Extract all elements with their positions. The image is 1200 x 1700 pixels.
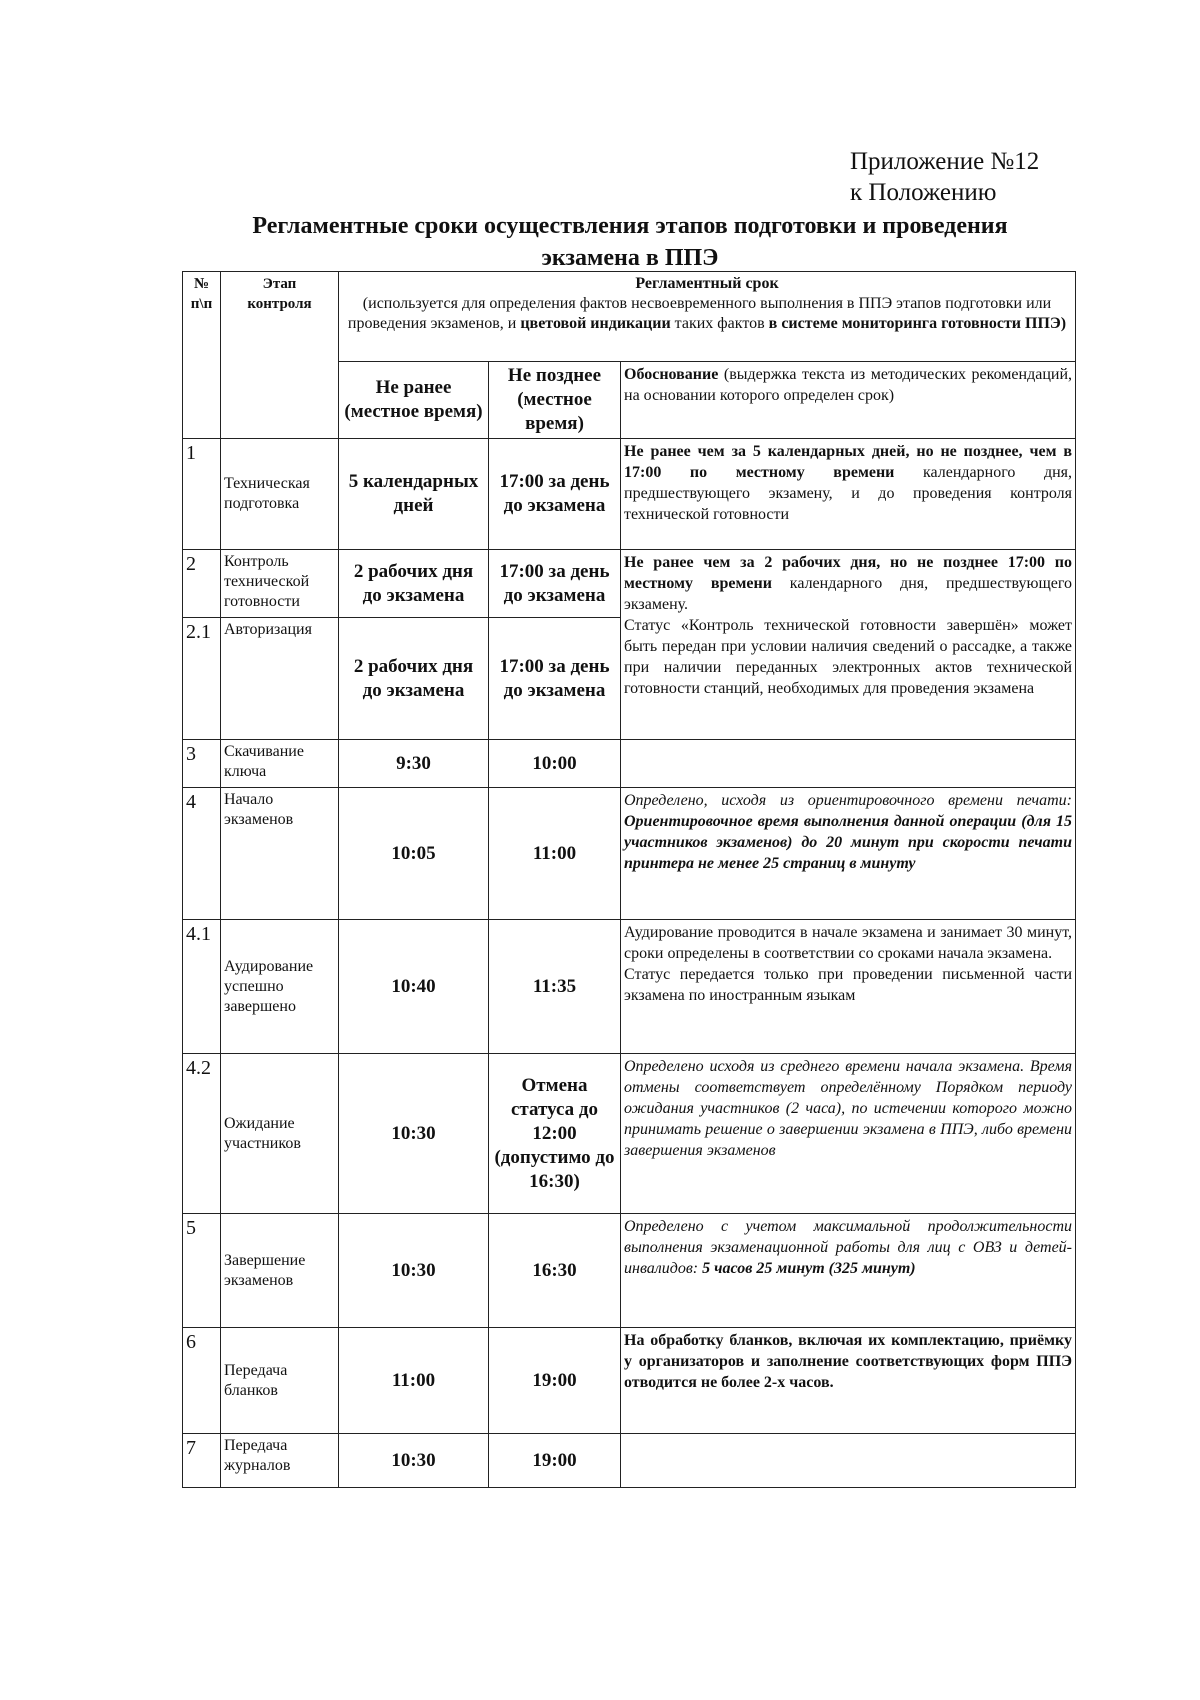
row-stage: Передача бланков <box>221 1328 339 1434</box>
row-stage: Завершение экзаменов <box>221 1214 339 1328</box>
row-num: 5 <box>183 1214 221 1328</box>
row-num: 1 <box>183 439 221 550</box>
header-term-title: Регламентный срок <box>635 275 779 292</box>
table-row <box>183 1328 1076 1434</box>
header-basis-text: (выдержка текста из методических рекомендаций, на основании которого определен срок) <box>624 366 1073 404</box>
row-not-after: 17:00 за день до экзамена <box>489 618 621 740</box>
row-note-block-1 <box>624 552 1072 615</box>
title-line-2: экзамена в ППЭ <box>541 245 719 271</box>
row-not-before: 5 календарных дней <box>339 439 489 550</box>
row-note-text: календарного дня, предшествующего экзамену. <box>624 575 1073 613</box>
row-note-italic: Определено, исходя из ориентировочного времени печати: <box>624 792 1073 809</box>
row-note-text-2: Статус передается только при проведении письменной части экзамена по иностранным языкам <box>624 966 1073 1004</box>
row-num: 4.2 <box>183 1054 221 1214</box>
document-title <box>170 210 1090 274</box>
header-stage-cell <box>221 272 339 439</box>
header-num-cell <box>183 272 221 439</box>
header-not-after: Не позднее (местное время) <box>489 362 621 439</box>
row-note: Определено исходя из среднего времени начала экзамена. Время отмены соответствует определённому Порядком периоду ожидания участников (2 часа), по истечении которого можно принимать решение о завершении экзамена в ППЭ, либо времени завершения экзаменов <box>621 1054 1076 1214</box>
row-note-bold-italic: Ориентировочное время выполнения данной операции (для 15 участников экзаменов) до 20 минут при скорости печати принтера не менее 25 страниц в минуту <box>624 813 1073 872</box>
row-note <box>621 920 1076 1054</box>
row-not-before: 9:30 <box>339 740 489 788</box>
row-num: 3 <box>183 740 221 788</box>
annex-line-1: Приложение №12 <box>850 148 1040 175</box>
header-stage-line-2: контроля <box>247 296 312 312</box>
row-not-after: 11:35 <box>489 920 621 1054</box>
row-note <box>621 439 1076 550</box>
row-num: 4.1 <box>183 920 221 1054</box>
row-num: 7 <box>183 1434 221 1488</box>
row-stage: Скачивание ключа <box>221 740 339 788</box>
row-stage: Аудирование успешно завершено <box>221 920 339 1054</box>
table-row <box>183 1054 1076 1214</box>
table-row <box>183 1214 1076 1328</box>
row-note-empty <box>621 1434 1076 1488</box>
row-not-after: 16:30 <box>489 1214 621 1328</box>
annex-label <box>850 146 1039 208</box>
row-not-after: 17:00 за день до экзамена <box>489 439 621 550</box>
header-stage-line-1: Этап <box>262 276 297 292</box>
header-term-desc-3: таких фактов <box>674 315 765 332</box>
row-stage: Передача журналов <box>221 1434 339 1488</box>
header-term-cell <box>339 272 1076 362</box>
header-num-line-2: п\п <box>190 296 213 312</box>
header-term-desc-4: в системе мониторинга готовности ППЭ) <box>768 315 1067 332</box>
header-basis <box>621 362 1076 439</box>
row-not-after: 19:00 <box>489 1434 621 1488</box>
table-row <box>183 1434 1076 1488</box>
row-stage: Начало экзаменов <box>221 788 339 920</box>
row-num: 4 <box>183 788 221 920</box>
row-note-text: Аудирование проводится в начале экзамена и занимает 30 минут, сроки определены в соответствии со сроками начала экзамена. <box>624 924 1073 962</box>
row-stage: Ожидание участников <box>221 1054 339 1214</box>
row-note-text-2: Статус «Контроль технической готовности завершён» может быть передан при условии наличия сведений о рассадке, а также при наличии переданных электронных актов технической готовности станций, необходимых для проведения экзамена <box>624 617 1073 697</box>
row-note <box>621 1214 1076 1328</box>
row-num: 6 <box>183 1328 221 1434</box>
row-note <box>621 788 1076 920</box>
table-header-row <box>183 272 1076 362</box>
row-not-before: 10:30 <box>339 1214 489 1328</box>
table-row <box>183 740 1076 788</box>
header-num-line-1: № <box>193 276 210 292</box>
header-term-desc <box>342 294 1072 334</box>
row-num: 2 <box>183 550 221 618</box>
row-stage: Техническая подготовка <box>221 439 339 550</box>
row-num: 2.1 <box>183 618 221 740</box>
row-note-bold: Не ранее чем за 5 календарных дней, но не позднее, чем в 17:00 по местному времени <box>624 443 1073 481</box>
row-not-before: 10:30 <box>339 1054 489 1214</box>
row-note-bold-italic: 5 часов 25 минут (325 минут) <box>702 1260 916 1277</box>
row-note: На обработку бланков, включая их комплектацию, приёмку у организаторов и заполнение соответствующих форм ППЭ отводится не более 2-х часов. <box>621 1328 1076 1434</box>
row-stage: Авторизация <box>221 618 339 740</box>
table-row <box>183 788 1076 920</box>
row-not-after: 10:00 <box>489 740 621 788</box>
table-row <box>183 439 1076 550</box>
row-not-before: 10:30 <box>339 1434 489 1488</box>
table-row <box>183 920 1076 1054</box>
row-note-text: календарного дня, предшествующего экзамену, и до проведения контроля технической готовности <box>624 464 1073 523</box>
row-not-after: 11:00 <box>489 788 621 920</box>
table-row <box>183 550 1076 618</box>
row-not-after: Отмена статуса до 12:00 (допустимо до 16:30) <box>489 1054 621 1214</box>
row-not-before: 11:00 <box>339 1328 489 1434</box>
row-not-before: 2 рабочих дня до экзамена <box>339 550 489 618</box>
title-line-1: Регламентные сроки осуществления этапов подготовки и проведения <box>252 213 1008 239</box>
row-note <box>621 550 1076 740</box>
row-note-empty <box>621 740 1076 788</box>
row-note-bold: Не ранее чем за 2 рабочих дня, но не позднее 17:00 по местному времени <box>624 554 1073 592</box>
row-stage: Контроль технической готовности <box>221 550 339 618</box>
header-term-desc-1: (используется для определения фактов несвоевременного выполнения в ППЭ этапов подготовки или проведения экзаменов, и <box>347 295 1052 332</box>
schedule-table <box>182 271 1076 1488</box>
row-not-before: 2 рабочих дня до экзамена <box>339 618 489 740</box>
row-not-before: 10:40 <box>339 920 489 1054</box>
header-not-before: Не ранее (местное время) <box>339 362 489 439</box>
row-not-after: 19:00 <box>489 1328 621 1434</box>
row-note-italic: Определено с учетом максимальной продолжительности выполнения экзаменационной работы для лиц с ОВЗ и детей-инвалидов: <box>624 1218 1073 1277</box>
header-basis-bold: Обоснование <box>624 366 719 383</box>
row-not-before: 10:05 <box>339 788 489 920</box>
row-not-after: 17:00 за день до экзамена <box>489 550 621 618</box>
header-term-desc-2: цветовой индикации <box>520 315 671 332</box>
annex-line-2: к Положению <box>850 179 997 206</box>
